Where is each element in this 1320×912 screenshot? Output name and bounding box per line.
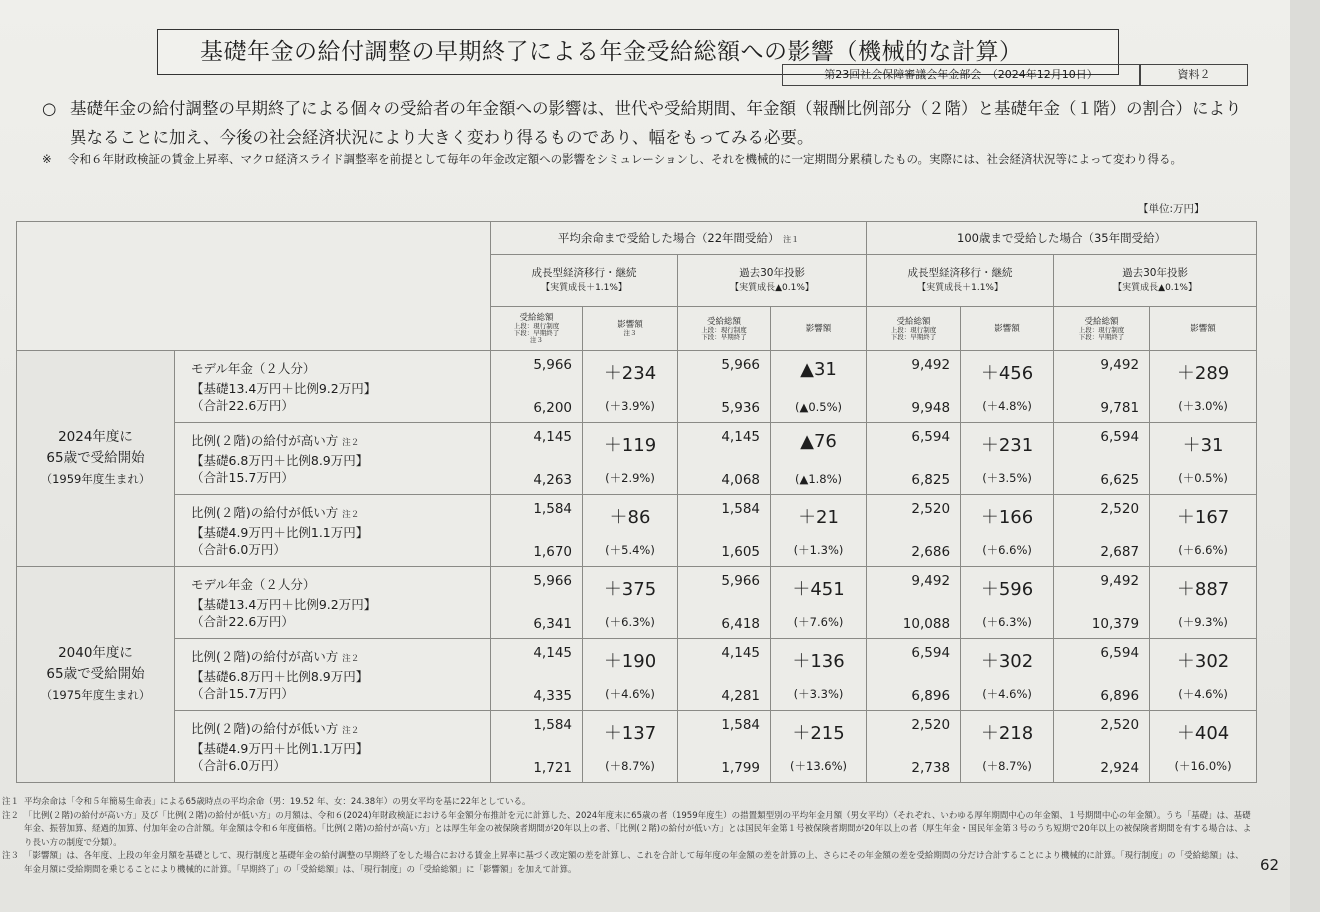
effect-amount-cell (961, 711, 1054, 783)
case-label-cell (175, 639, 491, 711)
case-label-cell (175, 495, 491, 567)
effect-percent: (＋2.9%) (605, 471, 655, 485)
total-amount-cell (1054, 711, 1150, 783)
effect-amount: ＋456 (980, 363, 1034, 384)
total-amount-cell (867, 639, 961, 711)
case-total: （合計15.7万円） (191, 469, 294, 485)
early-end-total: 4,335 (533, 688, 572, 704)
effect-percent: (＋4.6%) (1178, 687, 1228, 701)
scenario-header: 過去30年投影 【実質成長▲0.1%】 (678, 255, 867, 307)
footnote-key: 注３ (2, 851, 20, 861)
footnote-key: 注１ (2, 797, 20, 807)
early-end-total: 6,825 (911, 472, 951, 488)
effect-amount: ＋215 (792, 723, 845, 744)
case-label-cell (175, 423, 491, 495)
document-title: 基礎年金の給付調整の早期終了による年金受給総額への影響（機械的な計算） (157, 29, 1119, 75)
total-amount-cell (867, 567, 961, 639)
current-total: 6,594 (911, 429, 951, 445)
column-header-total: 受給総額 上段：現行制度 下段：早期終了 (1054, 307, 1150, 351)
case-note: 注２ (342, 725, 360, 736)
effect-amount: ＋167 (1176, 507, 1230, 528)
case-name: 比例(２階)の給付が高い方 (191, 648, 339, 664)
footnote-key: 注２ (2, 810, 20, 821)
birth-year: （1975年度生まれ） (40, 688, 151, 702)
footnotes (2, 796, 1252, 877)
footnote (2, 810, 1252, 851)
effect-percent: (＋8.7%) (982, 759, 1032, 773)
effect-percent: (＋3.5%) (982, 471, 1032, 485)
total-amount-cell (491, 639, 583, 711)
current-total: 2,520 (911, 717, 951, 733)
early-end-total: 2,924 (1100, 760, 1140, 776)
period-label: 2040年度に (58, 645, 133, 661)
early-end-total: 6,341 (533, 616, 572, 632)
effect-amount-cell (583, 567, 678, 639)
effect-amount-cell (583, 423, 678, 495)
current-total: 9,492 (1100, 573, 1140, 589)
effect-amount-cell (771, 639, 867, 711)
column-header-total: 受給総額 上段：現行制度 下段：早期終了 (678, 307, 771, 351)
effect-percent: (▲1.8%) (795, 472, 843, 486)
pension-impact-table (16, 221, 1257, 783)
total-amount-cell (678, 495, 771, 567)
case-total: （合計22.6万円） (191, 613, 294, 629)
current-total: 6,594 (911, 645, 951, 661)
total-amount-cell (678, 423, 771, 495)
current-total: 9,492 (911, 357, 951, 373)
case-name: 比例(２階)の給付が低い方 (191, 720, 339, 736)
current-total: 6,594 (1100, 429, 1140, 445)
current-total: 2,520 (1100, 501, 1140, 517)
summary-bullet (42, 94, 1252, 152)
current-total: 1,584 (533, 717, 572, 733)
early-end-total: 6,896 (1100, 688, 1140, 704)
effect-amount: ＋137 (603, 723, 657, 744)
effect-amount: ＋231 (980, 435, 1034, 456)
total-amount-cell (1054, 351, 1150, 423)
early-end-total: 2,738 (911, 760, 951, 776)
total-amount-cell (1054, 495, 1150, 567)
case-name: 比例(２階)の給付が高い方 (191, 432, 339, 448)
effect-amount: ＋21 (798, 507, 839, 528)
column-header-effect: 影響額 注３ (583, 307, 678, 351)
effect-percent: (＋6.3%) (982, 615, 1032, 629)
effect-amount: ＋190 (603, 651, 657, 672)
current-total: 5,966 (721, 357, 760, 373)
current-total: 9,492 (911, 573, 951, 589)
current-total: 1,584 (721, 501, 760, 517)
footnote-text: 「比例(２階)の給付が高い方」及び「比例(２階)の給付が低い方」の月額は、令和６(2024)年財政検証における年金額分布推計を元に計算した、2024年度末に65歳の者（1959年度生）の措置類型別の平均年金月額（男女平均）（それぞれ、いわゆる厚年期間中心の年金額、１号期間中心の年金額）。うち「基礎」は、基礎年金、振替加算、経過的加算、付加年金の合計額。年金額は令和６年度価格。「比例(２階)の給付が高い方」とは厚生年金の被保険者期間が20年以上の者、「比例(２階)の給付が低い方」とは国民年金第１号被保険者期間が20年以上の者（厚生年金・国民年金第３号のうち短期で20年以上の被保険者期間を有する場合は、より長い方の制度で分類）。 (24, 810, 1252, 848)
effect-amount-cell (583, 711, 678, 783)
scenario-header: 過去30年投影 【実質成長▲0.1%】 (1054, 255, 1257, 307)
effect-amount: ＋375 (603, 579, 657, 600)
case-note: 注２ (342, 653, 360, 664)
effect-amount: ▲31 (800, 359, 837, 380)
scenario-header: 成長型経済移行・継続 【実質成長＋1.1%】 (867, 255, 1054, 307)
effect-percent: (＋4.8%) (982, 399, 1032, 413)
current-total: 4,145 (721, 645, 760, 661)
effect-percent: (＋8.7%) (605, 759, 655, 773)
case-note: 注２ (342, 509, 360, 520)
effect-amount: ＋136 (792, 651, 845, 672)
group-header-life-expectancy: 平均余命まで受給した場合（22年間受給） 注１ (491, 222, 867, 255)
case-note: 注２ (342, 437, 360, 448)
case-total: （合計22.6万円） (191, 397, 294, 413)
effect-percent: (＋7.6%) (793, 615, 844, 629)
table-row (17, 351, 1257, 423)
effect-percent: (＋4.6%) (605, 687, 655, 701)
effect-amount-cell (961, 567, 1054, 639)
early-end-total: 2,686 (911, 544, 951, 560)
effect-percent: (＋9.3%) (1178, 615, 1228, 629)
bullet-mark: ○ (42, 99, 57, 118)
case-total: （合計15.7万円） (191, 685, 294, 701)
period-label-2: 65歳で受給開始 (46, 666, 145, 682)
total-amount-cell (491, 351, 583, 423)
table-row (17, 423, 1257, 495)
period-label: 2024年度に (58, 429, 133, 445)
case-name: 比例(２階)の給付が低い方 (191, 504, 339, 520)
case-total: （合計6.0万円） (191, 757, 286, 773)
early-end-total: 6,625 (1100, 472, 1140, 488)
case-breakdown: 【基礎4.9万円＋比例1.1万円】 (191, 524, 369, 540)
current-total: 5,966 (533, 357, 572, 373)
current-total: 5,966 (721, 573, 760, 589)
total-amount-cell (491, 423, 583, 495)
case-label-cell (175, 711, 491, 783)
corner-cell (17, 222, 491, 351)
period-label-cell (17, 351, 175, 567)
current-total: 1,584 (533, 501, 572, 517)
current-total: 4,145 (533, 429, 572, 445)
case-name: モデル年金（２人分） (191, 360, 316, 376)
early-end-total: 6,418 (721, 616, 760, 632)
effect-percent: (＋13.6%) (790, 759, 848, 773)
current-total: 4,145 (721, 429, 760, 445)
effect-amount-cell (1150, 711, 1257, 783)
birth-year: （1959年度生まれ） (40, 472, 151, 486)
effect-percent: (＋3.0%) (1178, 399, 1228, 413)
effect-percent: (＋6.3%) (605, 615, 655, 629)
effect-amount-cell (771, 711, 867, 783)
early-end-total: 1,605 (721, 544, 760, 560)
footnote-text: 「影響額」は、各年度、上段の年金月額を基礎として、現行制度と基礎年金の給付調整の早期終了をした場合における賃金上昇率に基づく改定額の差を計算し、これを合計して毎年度の年金額の差を計算の上、さらにその年金額の差を受給期間の分だけ合計することにより機械的に計算。「現行制度」の「受給総額」は、年金月額に受給期間を乗じることにより機械的に計算。「早期終了」の「受給総額」は、「現行制度」の「受給総額」に「影響額」を加えて計算。 (24, 851, 1244, 875)
effect-amount-cell (583, 639, 678, 711)
early-end-total: 6,896 (911, 688, 951, 704)
total-amount-cell (678, 639, 771, 711)
effect-percent: (＋16.0%) (1174, 759, 1232, 773)
footnote-text: 平均余命は「令和５年簡易生命表」による65歳時点の平均余命（男：19.52 年、女：24.38年）の男女平均を基に22年としている。 (24, 797, 531, 807)
group-header-age-100: 100歳まで受給した場合（35年間受給） (867, 222, 1257, 255)
table-body (17, 351, 1257, 783)
meeting-info: 第23回社会保障審議会年金部会 （2024年12月10日） (782, 64, 1140, 86)
case-breakdown: 【基礎13.4万円＋比例9.2万円】 (191, 596, 377, 612)
early-end-total: 9,781 (1100, 400, 1140, 416)
total-amount-cell (491, 711, 583, 783)
column-header-total: 受給総額 上段：現行制度 下段：早期終了 注３ (491, 307, 583, 351)
case-total: （合計6.0万円） (191, 541, 286, 557)
table-row (17, 711, 1257, 783)
total-amount-cell (867, 495, 961, 567)
effect-amount-cell (583, 495, 678, 567)
unit-label: 【単位:万円】 (1138, 203, 1205, 215)
page-number: 62 (1260, 856, 1280, 874)
table-row (17, 567, 1257, 639)
early-end-total: 5,936 (721, 400, 760, 416)
current-total: 4,145 (533, 645, 572, 661)
effect-amount-cell (1150, 567, 1257, 639)
effect-amount-cell (961, 639, 1054, 711)
effect-amount: ＋234 (603, 363, 657, 384)
effect-percent: (＋6.6%) (1178, 543, 1228, 557)
period-label-cell (17, 567, 175, 783)
total-amount-cell (678, 351, 771, 423)
effect-amount: ＋302 (980, 651, 1034, 672)
column-header-total: 受給総額 上段：現行制度 下段：早期終了 (867, 307, 961, 351)
total-amount-cell (1054, 423, 1150, 495)
effect-amount: ＋86 (609, 507, 651, 528)
total-amount-cell (491, 567, 583, 639)
early-end-total: 1,799 (721, 760, 760, 776)
effect-amount: ＋404 (1176, 723, 1230, 744)
calculation-note (42, 150, 1192, 169)
case-name: モデル年金（２人分） (191, 576, 316, 592)
effect-amount: ＋218 (980, 723, 1034, 744)
early-end-total: 10,379 (1091, 616, 1140, 632)
effect-amount-cell (771, 495, 867, 567)
effect-amount-cell (771, 351, 867, 423)
effect-percent: (＋5.4%) (605, 543, 655, 557)
period-label-2: 65歳で受給開始 (46, 450, 145, 466)
effect-amount: ＋302 (1176, 651, 1230, 672)
effect-percent: (＋3.3%) (793, 687, 844, 701)
scenario-header: 成長型経済移行・継続 【実質成長＋1.1%】 (491, 255, 678, 307)
total-amount-cell (678, 567, 771, 639)
early-end-total: 4,281 (721, 688, 760, 704)
table-row (17, 639, 1257, 711)
effect-percent: (＋6.6%) (982, 543, 1032, 557)
effect-amount: ＋119 (603, 435, 657, 456)
effect-amount: ＋596 (980, 579, 1034, 600)
effect-amount: ＋887 (1176, 579, 1230, 600)
footnote (2, 796, 1252, 810)
effect-amount: ＋451 (792, 579, 845, 600)
early-end-total: 10,088 (902, 616, 951, 632)
column-header-effect: 影響額 (961, 307, 1054, 351)
effect-amount: ▲76 (800, 431, 837, 452)
footnote (2, 850, 1252, 877)
current-total: 6,594 (1100, 645, 1140, 661)
case-breakdown: 【基礎4.9万円＋比例1.1万円】 (191, 740, 369, 756)
calculation-note-text: 令和６年財政検証の賃金上昇率、マクロ経済スライド調整率を前提として毎年の年金改定額への影響をシミュレーションし、それを機械的に一定期間分累積したもの。実際には、社会経済状況等によって変わり得る。 (68, 152, 1182, 166)
note-mark: ※ (42, 152, 52, 166)
case-label-cell (175, 351, 491, 423)
case-breakdown: 【基礎6.8万円＋比例8.9万円】 (191, 452, 369, 468)
column-header-effect: 影響額 (771, 307, 867, 351)
current-total: 2,520 (1100, 717, 1140, 733)
total-amount-cell (491, 495, 583, 567)
early-end-total: 4,263 (533, 472, 572, 488)
effect-amount-cell (961, 495, 1054, 567)
total-amount-cell (1054, 567, 1150, 639)
effect-amount-cell (583, 351, 678, 423)
early-end-total: 1,721 (533, 760, 572, 776)
document-number: 資料２ (1140, 64, 1248, 86)
early-end-total: 6,200 (533, 400, 572, 416)
early-end-total: 2,687 (1100, 544, 1140, 560)
early-end-total: 4,068 (721, 472, 760, 488)
early-end-total: 9,948 (911, 400, 951, 416)
case-label-cell (175, 567, 491, 639)
effect-amount-cell (961, 351, 1054, 423)
early-end-total: 1,670 (533, 544, 572, 560)
total-amount-cell (1054, 639, 1150, 711)
effect-amount: ＋166 (980, 507, 1034, 528)
total-amount-cell (867, 711, 961, 783)
current-total: 9,492 (1100, 357, 1140, 373)
effect-amount-cell (961, 423, 1054, 495)
table-row (17, 495, 1257, 567)
effect-amount-cell (1150, 495, 1257, 567)
effect-percent: (＋4.6%) (982, 687, 1032, 701)
column-header-effect: 影響額 (1150, 307, 1257, 351)
effect-amount-cell (1150, 423, 1257, 495)
effect-amount-cell (771, 423, 867, 495)
current-total: 1,584 (721, 717, 760, 733)
effect-amount-cell (1150, 639, 1257, 711)
effect-percent: (＋1.3%) (793, 543, 844, 557)
effect-amount-cell (1150, 351, 1257, 423)
case-breakdown: 【基礎6.8万円＋比例8.9万円】 (191, 668, 369, 684)
current-total: 5,966 (533, 573, 572, 589)
effect-percent: (＋3.9%) (605, 399, 655, 413)
effect-amount-cell (771, 567, 867, 639)
total-amount-cell (678, 711, 771, 783)
total-amount-cell (867, 423, 961, 495)
effect-amount: ＋31 (1182, 435, 1224, 456)
effect-percent: (＋0.5%) (1178, 471, 1228, 485)
case-breakdown: 【基礎13.4万円＋比例9.2万円】 (191, 380, 377, 396)
effect-amount: ＋289 (1176, 363, 1230, 384)
current-total: 2,520 (911, 501, 951, 517)
summary-text: 基礎年金の給付調整の早期終了による個々の受給者の年金額への影響は、世代や受給期間、年金額（報酬比例部分（２階）と基礎年金（１階）の割合）により異なることに加え、今後の社会経済状況により大きく変わり得るものであり、幅をもってみる必要。 (70, 99, 1242, 147)
total-amount-cell (867, 351, 961, 423)
effect-percent: (▲0.5%) (795, 400, 843, 414)
